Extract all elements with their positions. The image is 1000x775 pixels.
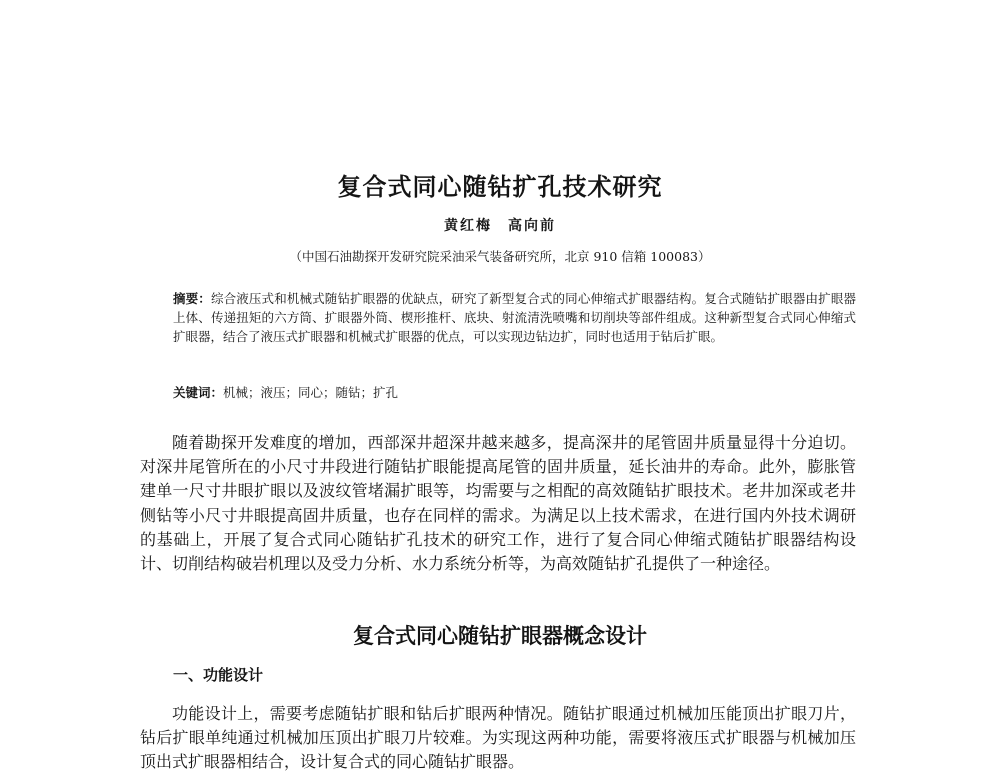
abstract-label: 摘要：	[173, 291, 211, 306]
subsection-paragraph: 功能设计上，需要考虑随钻扩眼和钻后扩眼两种情况。随钻扩眼通过机械加压能顶出扩眼刀片，钻后扩眼单纯通过机械加压顶出扩眼刀片较难。为实现这两种功能，需要将液压式扩眼器与机械加压顶出式扩眼器相结合，设计复合式的同心随钻扩眼器。	[140, 704, 856, 772]
keywords-text: 机械；液压；同心；随钻；扩孔	[223, 385, 399, 400]
abstract	[173, 289, 856, 346]
section-title: 复合式同心随钻扩眼器概念设计	[353, 624, 647, 648]
keywords-label: 关键词：	[173, 385, 224, 400]
subsection-title: 一、功能设计	[173, 666, 264, 684]
paper-title: 复合式同心随钻扩孔技术研究	[337, 173, 663, 201]
keywords	[173, 383, 856, 402]
author-affiliation: （中国石油勘探开发研究院采油采气装备研究所，北京 910 信箱 100083）	[289, 249, 711, 264]
intro-paragraph: 随着勘探开发难度的增加，西部深井超深井越来越多，提高深井的尾管固井质量显得十分迫切。对深井尾管所在的小尺寸井段进行随钻扩眼能提高尾管的固井质量，延长油井的寿命。此外，膨胀管建单一尺寸井眼扩眼以及波纹管堵漏扩眼等，均需要与之相配的高效随钻扩眼技术。老井加深或老井侧钻等小尺寸井眼提高固井质量，也存在同样的需求。为满足以上技术需求，在进行国内外技术调研的基础上，开展了复合式同心随钻扩孔技术的研究工作，进行了复合同心伸缩式随钻扩眼器结构设计、切削结构破岩机理以及受力分析、水力系统分析等，为高效随钻扩孔提供了一种途径。	[140, 433, 856, 574]
abstract-text: 综合液压式和机械式随钻扩眼器的优缺点，研究了新型复合式的同心伸缩式扩眼器结构。复合式随钻扩眼器由扩眼器上体、传递扭矩的六方筒、扩眼器外筒、楔形推杆、底块、射流清洗喷嘴和切削块等部件组成。这种新型复合式同心伸缩式扩眼器，结合了液压式扩眼器和机械式扩眼器的优点，可以实现边钻边扩，同时也适用于钻后扩眼。	[173, 291, 856, 344]
paper-authors: 黄红梅 高向前	[444, 218, 556, 234]
